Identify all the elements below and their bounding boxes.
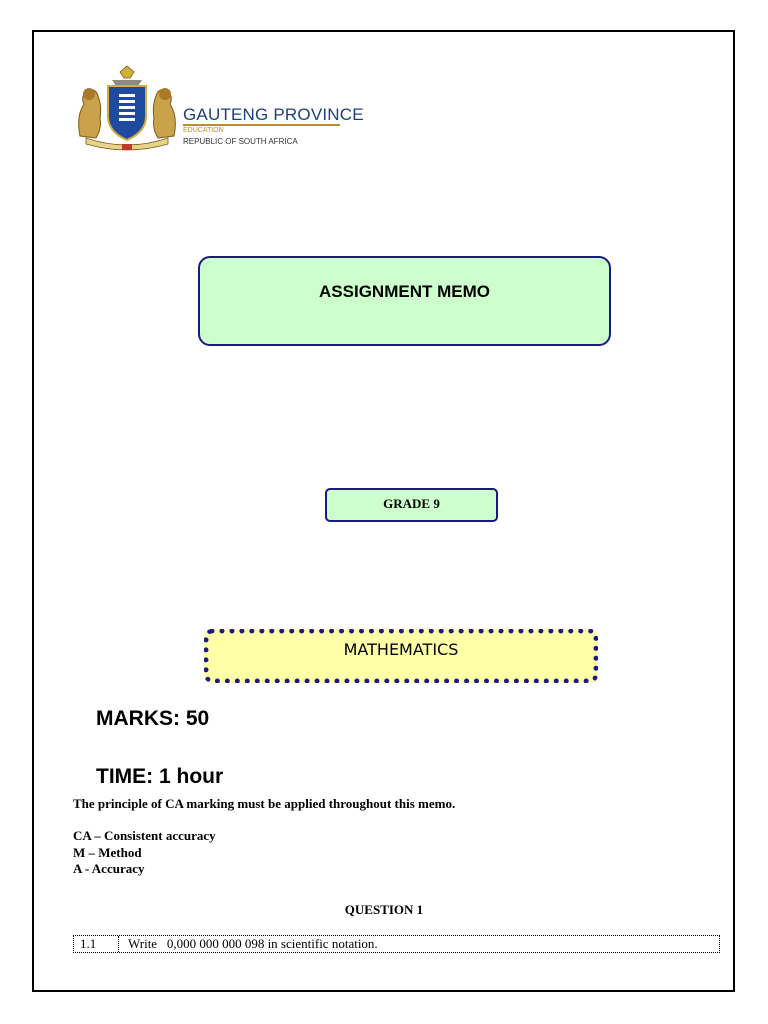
country-label: REPUBLIC OF SOUTH AFRICA: [183, 137, 298, 146]
memo-title-box: [198, 256, 611, 346]
question-heading: QUESTION 1: [344, 902, 424, 917]
marks-label: MARKS: 50: [96, 707, 210, 730]
grade-label: GRADE 9: [383, 496, 440, 511]
subject-box: [204, 629, 598, 683]
org-name: GAUTENG PROVINCE: [183, 105, 364, 124]
marking-principle: The principle of CA marking must be applied throughout this memo.: [73, 796, 456, 811]
memo-title: ASSIGNMENT MEMO: [319, 282, 490, 301]
org-divider: [183, 124, 340, 126]
question-text: Write 0,000 000 000 098 in scientific notation.: [128, 936, 378, 951]
grade-box: [325, 488, 498, 522]
time-label: TIME: 1 hour: [96, 765, 224, 788]
question-number: 1.1: [74, 936, 119, 952]
abbreviation-a: A - Accuracy: [73, 861, 145, 876]
question-table-row: [73, 935, 720, 953]
subject-label: MATHEMATICS: [343, 640, 459, 659]
coat-of-arms-icon: [72, 66, 182, 154]
gauteng-logo: [72, 66, 364, 156]
abbreviation-ca: CA – Consistent accuracy: [73, 828, 216, 843]
abbreviation-m: M – Method: [73, 845, 142, 860]
department-label: EDUCATION: [183, 127, 224, 134]
